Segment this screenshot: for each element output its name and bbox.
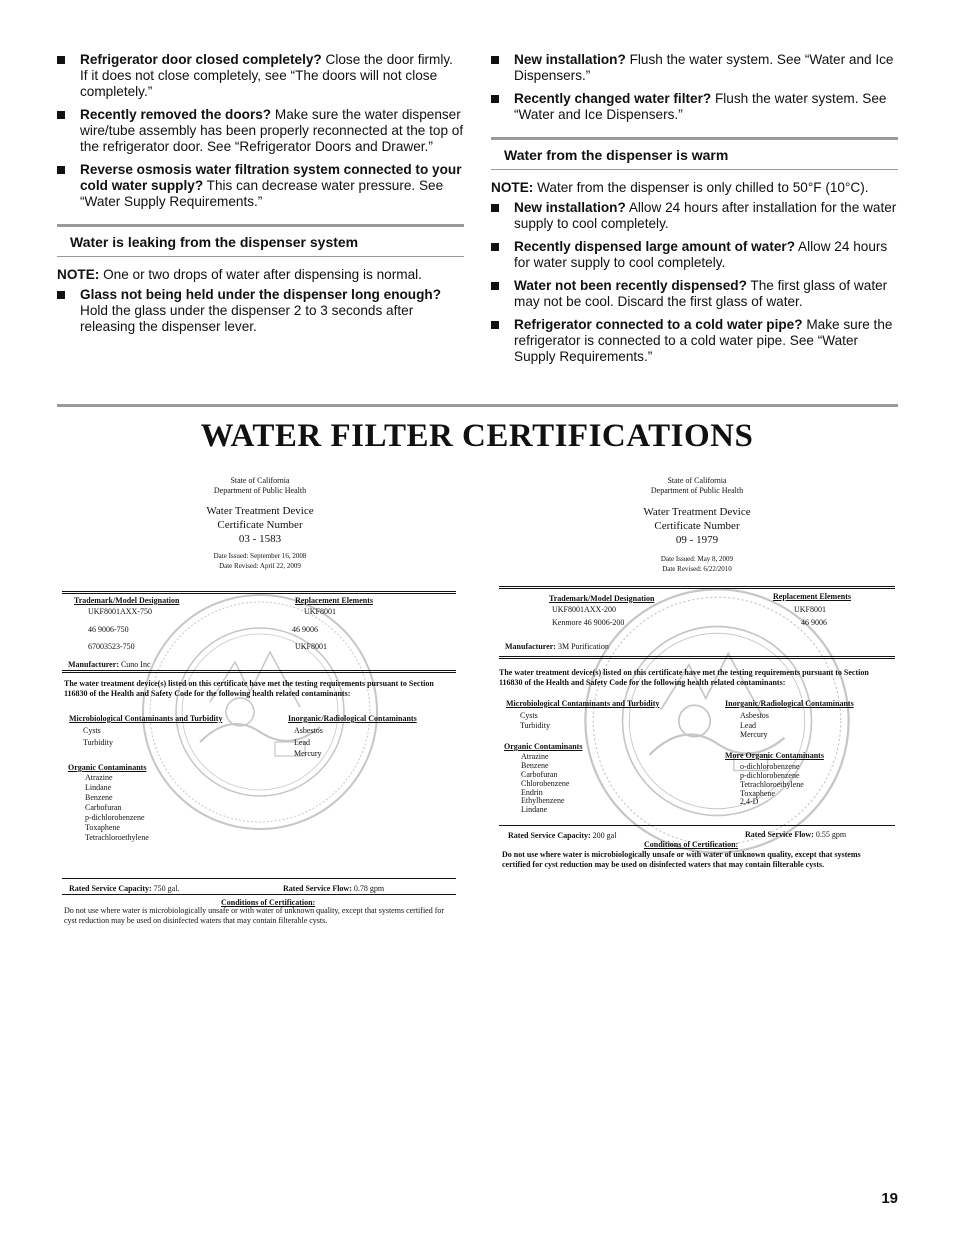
list-item: Recently dispensed large amount of water? Allow 24 hours for water supply to cool completely. — [491, 239, 898, 271]
state-seal-icon — [140, 592, 380, 832]
page-number: 19 — [881, 1190, 898, 1207]
certificate-2: State of California Department of Public Health Water Treatment Device Certificate Number 09 - 1979 Date Issued: May 8, 2009 Date Revised: 6/22/2010 Trademark/Model Designation Replacement Elements UKF8001AXX-200 UKF8001 Kenmore 46 9006-200 46 9006 Manufacturer: 3M Purification The water treatment device(s) listed on this certificate have met the testing requirements pursuant to Section 116830 of the Health and Safety Code for the following health related contaminants: Microbiological Contaminants and Turbidity Cysts Turbidity Inorganic/Radiological Contaminants Asbestos Lead Mercury Organic Contaminants Atrazine Benzene Carbofuran Chlorobenzene Endrin Ethylbenzene Lindane More Organic Contaminants o-dichlorobenzene p-dichlorobenzene Tetrachloroethylene Toxaphene 2,4-D Rated Service Capacity: 200 gal Rated Service Flow: 0.55 gpm Conditions of Certification: Do not use where water is microbiologically unsafe or with water of unknown quality, except that systems certified for cyst reduction may be used on disinfected waters that may contain filterable cysts. — [497, 474, 897, 874]
square-bullet-icon — [491, 56, 499, 64]
certificate-1: State of California Department of Public Health Water Treatment Device Certificate Number 03 - 1583 Date Issued: September 16, 2008 Date Revised: April 22, 2009 Trademark/Model Designation Replacement Elements UKF8001AXX-750 UKF8001 46 9006-750 46 9006 67003523-750 UKF8001 Manufacturer: Cuno Inc The water treatment device(s) listed on this certificate have met the testing requirements pursuant to Section 116830 of the Health and Safety Code for the following health related contaminants: Microbiological Contaminants and Turbidity Cysts Turbidity Inorganic/Radiological Contaminants Asbestos Lead Mercury Organic Contaminants Atrazine Lindane Benzene Carbofuran p-dichlorobenzene Toxaphene Tetrachloroethylene Rated Service Capacity: 750 gal. Rated Service Flow: 0.78 gpm Conditions of Certification: Do not use where water is microbiologically unsafe or with water of unknown quality, except that systems certified for cyst reduction may be used on disinfected waters that may contain filterable cysts. — [62, 474, 458, 926]
list-item: New installation? Allow 24 hours after installation for the water supply to cool completely. — [491, 200, 898, 232]
list-item: Glass not being held under the dispenser long enough? Hold the glass under the dispenser 2 to 3 seconds after releasing the dispenser lever. — [57, 287, 464, 335]
square-bullet-icon — [491, 95, 499, 103]
square-bullet-icon — [491, 321, 499, 329]
right-column — [491, 52, 898, 372]
list-item: Refrigerator door closed completely? Close the door firmly. If it does not close completely, see “The doors will not close completely.” — [57, 52, 464, 100]
title-divider — [57, 404, 898, 407]
square-bullet-icon — [491, 204, 499, 212]
list-item: Recently removed the doors? Make sure the water dispenser wire/tube assembly has been properly reconnected at the top of the refrigerator door. See “Refrigerator Doors and Drawer.” — [57, 107, 464, 155]
square-bullet-icon — [57, 291, 65, 299]
section-heading: Water is leaking from the dispenser system — [57, 224, 464, 257]
square-bullet-icon — [491, 243, 499, 251]
list-item: Refrigerator connected to a cold water pipe? Make sure the refrigerator is connected to a cold water pipe. See “Water Supply Requirements.” — [491, 317, 898, 365]
note: NOTE: One or two drops of water after dispensing is normal. — [57, 267, 422, 282]
list-item: New installation? Flush the water system. See “Water and Ice Dispensers.” — [491, 52, 898, 84]
square-bullet-icon — [57, 166, 65, 174]
page-title: WATER FILTER CERTIFICATIONS — [200, 418, 754, 454]
note: NOTE: Water from the dispenser is only chilled to 50°F (10°C). — [491, 180, 869, 195]
square-bullet-icon — [57, 56, 65, 64]
list-item: Water not been recently dispensed? The first glass of water may not be cool. Discard the first glass of water. — [491, 278, 898, 310]
list-item: Reverse osmosis water filtration system connected to your cold water supply? This can decrease water pressure. See “Water Supply Requirements.” — [57, 162, 464, 210]
section-heading: Water from the dispenser is warm — [491, 137, 898, 170]
square-bullet-icon — [57, 111, 65, 119]
left-column — [57, 52, 464, 342]
list-item: Recently changed water filter? Flush the water system. See “Water and Ice Dispensers.” — [491, 91, 898, 123]
square-bullet-icon — [491, 282, 499, 290]
